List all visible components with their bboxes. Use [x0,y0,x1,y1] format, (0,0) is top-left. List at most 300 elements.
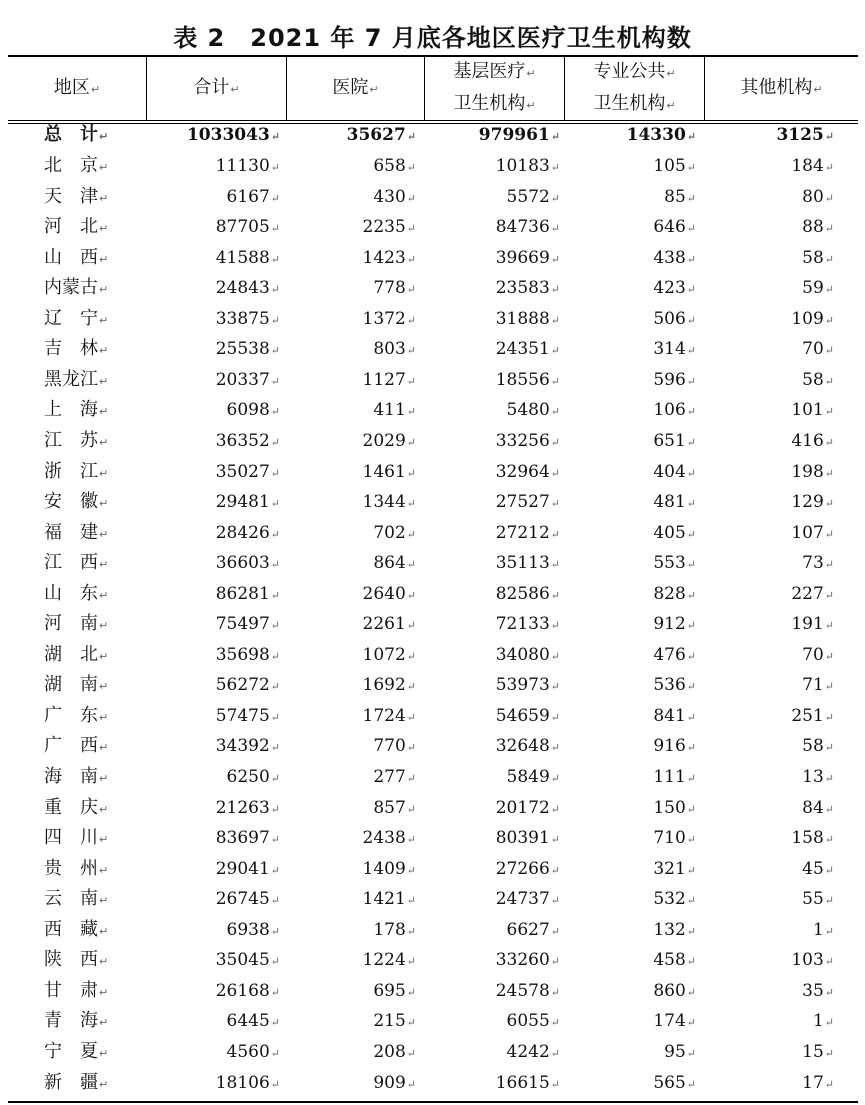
paragraph-mark: ↵ [686,619,696,633]
cell-other [706,518,834,548]
cell-total [146,365,280,395]
cell-value: 54659 [495,705,550,726]
cell-grassroots [424,976,560,1006]
paragraph-mark: ↵ [406,619,416,633]
cell-value: 481 [653,492,686,513]
paragraph-mark: ↵ [686,833,696,847]
cell-value: 70 [802,644,824,665]
cell-value: 24737 [495,889,550,910]
cell-value: 1724 [362,705,406,726]
paragraph-mark: ↵ [550,894,560,908]
header-grassroots [425,57,564,121]
cell-value: 803 [373,339,406,360]
table-row [0,426,865,457]
cell-value: 70 [802,339,824,360]
cell-value: 2029 [362,430,406,451]
cell-hospital [286,915,416,945]
cell-public-health [568,518,696,548]
paragraph-mark: ↵ [686,649,696,663]
cell-value: 198 [791,461,824,482]
cell-grassroots [424,884,560,914]
paragraph-mark: ↵ [686,1016,696,1030]
cell-total [146,334,280,364]
paragraph-mark: ↵ [686,802,696,816]
cell-value: 26168 [215,980,270,1001]
cell-value: 88 [802,217,824,238]
cell-total [146,304,280,334]
cell-value: 87705 [215,217,270,238]
cell-hospital [286,518,416,548]
table-row [0,548,865,579]
table-row [0,731,865,762]
paragraph-mark: ↵ [550,649,560,663]
cell-value: 84736 [495,217,550,238]
paragraph-mark: ↵ [550,710,560,724]
region-name: 浙 江 [44,460,98,482]
paragraph-mark: ↵ [686,894,696,908]
cell-value: 174 [653,1011,686,1032]
cell-grassroots [424,120,560,150]
cell-value: 103 [791,950,824,971]
paragraph-mark: ↵ [550,191,560,205]
cell-hospital [286,670,416,700]
cell-region [44,426,126,456]
table-row [0,487,865,518]
cell-hospital [286,854,416,884]
cell-value: 36603 [215,553,270,574]
paragraph-mark: ↵ [406,344,416,358]
cell-value: 80 [802,186,824,207]
cell-total [146,151,280,181]
cell-public-health [568,457,696,487]
paragraph-mark: ↵ [550,435,560,449]
cell-hospital [286,151,416,181]
paragraph-mark: ↵ [406,130,416,143]
paragraph-mark: ↵ [99,955,109,969]
cell-value: 17 [802,1072,824,1093]
cell-region [44,1006,126,1036]
cell-total [146,457,280,487]
cell-value: 21263 [215,797,270,818]
cell-total [146,579,280,609]
cell-region [44,273,126,303]
paragraph-mark: ↵ [824,435,834,449]
paragraph-mark: ↵ [526,67,536,80]
cell-other [706,731,834,761]
cell-value: 27266 [495,858,550,879]
cell-public-health [568,151,696,181]
cell-value: 32964 [495,461,550,482]
paragraph-mark: ↵ [824,772,834,785]
paragraph-mark: ↵ [90,83,101,96]
paragraph-mark: ↵ [270,955,280,969]
cell-total [146,640,280,670]
paragraph-mark: ↵ [406,313,416,327]
cell-value: 1372 [362,308,406,329]
paragraph-mark: ↵ [99,435,109,449]
paragraph-mark: ↵ [270,619,280,633]
header-line [453,89,535,121]
header-line [740,73,822,105]
cell-public-health [568,334,696,364]
cell-hospital [286,243,416,273]
cell-value: 24843 [215,278,270,299]
cell-other [706,670,834,700]
cell-total [146,273,280,303]
table-row [0,762,865,793]
paragraph-mark: ↵ [824,985,834,999]
cell-value: 5480 [506,400,550,421]
cell-value: 35698 [215,644,270,665]
cell-public-health [568,976,696,1006]
cell-value: 1461 [362,461,406,482]
cell-grassroots [424,487,560,517]
cell-other [706,793,834,823]
table-row [0,701,865,732]
cell-public-health [568,182,696,212]
paragraph-mark: ↵ [406,863,416,877]
cell-total [146,548,280,578]
header-hospital [287,57,424,121]
paragraph-mark: ↵ [824,833,834,847]
region-name: 江 西 [44,552,98,574]
cell-value: 31888 [495,308,550,329]
paragraph-mark: ↵ [824,558,834,572]
paragraph-mark: ↵ [270,222,280,236]
cell-value: 150 [653,797,686,818]
region-name: 广 西 [44,735,98,757]
cell-public-health [568,701,696,731]
table-row [0,1068,865,1099]
table-row [0,182,865,213]
paragraph-mark: ↵ [406,588,416,602]
cell-value: 36352 [215,430,270,451]
paragraph-mark: ↵ [99,619,109,633]
cell-value: 178 [373,919,406,940]
cell-value: 33875 [215,308,270,329]
paragraph-mark: ↵ [686,985,696,999]
cell-value: 438 [653,247,686,268]
cell-region [44,151,126,181]
paragraph-mark: ↵ [550,161,560,174]
paragraph-mark: ↵ [550,374,560,388]
cell-other [706,701,834,731]
paragraph-mark: ↵ [99,130,109,143]
cell-value: 405 [653,522,686,543]
cell-value: 404 [653,461,686,482]
paragraph-mark: ↵ [824,130,834,143]
cell-value: 84 [802,797,824,818]
paragraph-mark: ↵ [550,588,560,602]
paragraph-mark: ↵ [270,466,280,480]
cell-hospital [286,793,416,823]
paragraph-mark: ↵ [406,649,416,663]
cell-region [44,304,126,334]
cell-grassroots [424,426,560,456]
paragraph-mark: ↵ [406,405,416,419]
cell-total [146,487,280,517]
region-name: 重 庆 [44,796,98,818]
cell-region [44,120,126,150]
region-name: 新 疆 [44,1071,98,1093]
cell-other [706,365,834,395]
cell-value: 45 [802,858,824,879]
paragraph-mark: ↵ [686,130,696,143]
header-line [332,73,378,105]
cell-grassroots [424,854,560,884]
paragraph-mark: ↵ [686,405,696,419]
cell-value: 506 [653,308,686,329]
cell-value: 27212 [495,522,550,543]
paragraph-mark: ↵ [270,558,280,572]
paragraph-mark: ↵ [270,435,280,449]
cell-value: 35 [802,980,824,1001]
cell-value: 72133 [495,614,550,635]
paragraph-mark: ↵ [686,313,696,327]
cell-value: 596 [653,369,686,390]
cell-hospital [286,182,416,212]
cell-other [706,151,834,181]
cell-hospital [286,1068,416,1098]
paragraph-mark: ↵ [270,313,280,327]
cell-grassroots [424,1068,560,1098]
cell-region [44,487,126,517]
table-row [0,212,865,243]
cell-hospital [286,395,416,425]
cell-value: 24578 [495,980,550,1001]
paragraph-mark: ↵ [406,894,416,908]
table-row [0,640,865,671]
cell-other [706,273,834,303]
paragraph-mark: ↵ [270,741,280,755]
cell-total [146,945,280,975]
paragraph-mark: ↵ [824,1016,834,1030]
paragraph-mark: ↵ [686,161,696,174]
cell-value: 35027 [215,461,270,482]
paragraph-mark: ↵ [230,83,240,96]
cell-value: 857 [373,797,406,818]
cell-region [44,823,126,853]
region-name: 宁 夏 [44,1040,98,1062]
header-text: 其他机构 [740,77,813,98]
paragraph-mark: ↵ [550,130,560,143]
cell-value: 34392 [215,736,270,757]
paragraph-mark: ↵ [99,558,109,572]
cell-grassroots [424,670,560,700]
cell-value: 215 [373,1011,406,1032]
cell-region [44,334,126,364]
cell-value: 35627 [346,125,406,145]
cell-value: 1072 [362,644,406,665]
cell-hospital [286,212,416,242]
region-name: 甘 肃 [44,979,98,1001]
cell-value: 208 [373,1041,406,1062]
paragraph-mark: ↵ [270,802,280,816]
paragraph-mark: ↵ [406,161,416,174]
paragraph-mark: ↵ [99,680,109,694]
paragraph-mark: ↵ [686,466,696,480]
cell-public-health [568,273,696,303]
cell-grassroots [424,304,560,334]
table-row [0,915,865,946]
region-name: 陕 西 [44,949,98,971]
paragraph-mark: ↵ [824,222,834,236]
cell-public-health [568,640,696,670]
table-row [0,793,865,824]
cell-value: 1 [812,1011,824,1032]
paragraph-mark: ↵ [270,924,280,938]
cell-value: 5849 [506,767,550,787]
paragraph-mark: ↵ [686,374,696,388]
header-text: 卫生机构 [453,93,526,114]
cell-public-health [568,426,696,456]
paragraph-mark: ↵ [270,710,280,724]
cell-value: 18106 [215,1072,270,1093]
table-row [0,854,865,885]
region-name: 吉 林 [44,338,98,360]
paragraph-mark: ↵ [99,497,109,511]
cell-value: 1224 [362,950,406,971]
cell-value: 29041 [215,858,270,879]
paragraph-mark: ↵ [270,772,280,785]
cell-value: 107 [791,522,824,543]
cell-total [146,243,280,273]
cell-region [44,548,126,578]
paragraph-mark: ↵ [270,161,280,174]
cell-other [706,609,834,639]
paragraph-mark: ↵ [406,985,416,999]
paragraph-mark: ↵ [550,283,560,297]
paragraph-mark: ↵ [824,405,834,419]
paragraph-mark: ↵ [406,924,416,938]
cell-region [44,915,126,945]
cell-value: 106 [653,400,686,421]
header-text: 合计 [193,77,230,98]
cell-grassroots [424,640,560,670]
cell-public-health [568,945,696,975]
cell-total [146,670,280,700]
cell-public-health [568,548,696,578]
cell-value: 13 [802,767,824,787]
cell-region [44,640,126,670]
cell-grassroots [424,915,560,945]
cell-value: 101 [791,400,824,421]
region-name: 青 海 [44,1010,98,1032]
cell-value: 24351 [495,339,550,360]
total-row [0,120,865,151]
paragraph-mark: ↵ [270,527,280,541]
region-name: 安 徽 [44,491,98,513]
cell-value: 1409 [362,858,406,879]
cell-total [146,518,280,548]
cell-region [44,579,126,609]
cell-value: 4560 [226,1041,270,1062]
cell-region [44,670,126,700]
cell-total [146,212,280,242]
cell-value: 111 [653,767,686,787]
cell-grassroots [424,151,560,181]
cell-other [706,854,834,884]
cell-value: 20337 [215,369,270,390]
cell-grassroots [424,823,560,853]
cell-hospital [286,334,416,364]
cell-other [706,884,834,914]
paragraph-mark: ↵ [824,588,834,602]
cell-value: 1423 [362,247,406,268]
paragraph-mark: ↵ [99,772,109,785]
cell-value: 75497 [215,614,270,635]
paragraph-mark: ↵ [550,985,560,999]
cell-value: 1 [812,919,824,940]
paragraph-mark: ↵ [406,741,416,755]
paragraph-mark: ↵ [824,344,834,358]
cell-value: 11130 [215,156,270,176]
cell-value: 6167 [226,186,270,207]
paragraph-mark: ↵ [99,283,109,297]
cell-value: 56272 [215,675,270,696]
paragraph-mark: ↵ [550,833,560,847]
cell-hospital [286,457,416,487]
paragraph-mark: ↵ [406,435,416,449]
cell-public-health [568,579,696,609]
cell-grassroots [424,793,560,823]
cell-grassroots [424,243,560,273]
cell-total [146,182,280,212]
cell-total [146,426,280,456]
paragraph-mark: ↵ [99,344,109,358]
paragraph-mark: ↵ [813,83,823,96]
paragraph-mark: ↵ [824,894,834,908]
paragraph-mark: ↵ [270,374,280,388]
cell-value: 85 [664,186,686,207]
paragraph-mark: ↵ [824,527,834,541]
paragraph-mark: ↵ [686,588,696,602]
cell-value: 158 [791,828,824,849]
cell-value: 35113 [495,553,550,574]
paragraph-mark: ↵ [99,527,109,541]
cell-value: 27527 [495,492,550,513]
paragraph-mark: ↵ [99,863,109,877]
cell-total [146,120,280,150]
cell-region [44,884,126,914]
table-row [0,273,865,304]
paragraph-mark: ↵ [824,1077,834,1091]
paragraph-mark: ↵ [270,497,280,511]
cell-region [44,182,126,212]
cell-value: 95 [664,1041,686,1062]
cell-value: 979961 [478,125,550,145]
header-text: 基层医疗 [453,61,526,82]
cell-hospital [286,120,416,150]
cell-value: 2235 [362,217,406,238]
cell-value: 6938 [226,919,270,940]
cell-hospital [286,304,416,334]
cell-public-health [568,243,696,273]
cell-public-health [568,1068,696,1098]
cell-public-health [568,120,696,150]
paragraph-mark: ↵ [99,191,109,205]
cell-value: 23583 [495,278,550,299]
cell-grassroots [424,334,560,364]
paragraph-mark: ↵ [406,374,416,388]
cell-value: 39669 [495,247,550,268]
paragraph-mark: ↵ [550,1077,560,1091]
cell-value: 3125 [776,125,824,145]
cell-public-health [568,823,696,853]
header-line [453,57,535,89]
cell-value: 227 [791,583,824,604]
cell-value: 6055 [506,1011,550,1032]
